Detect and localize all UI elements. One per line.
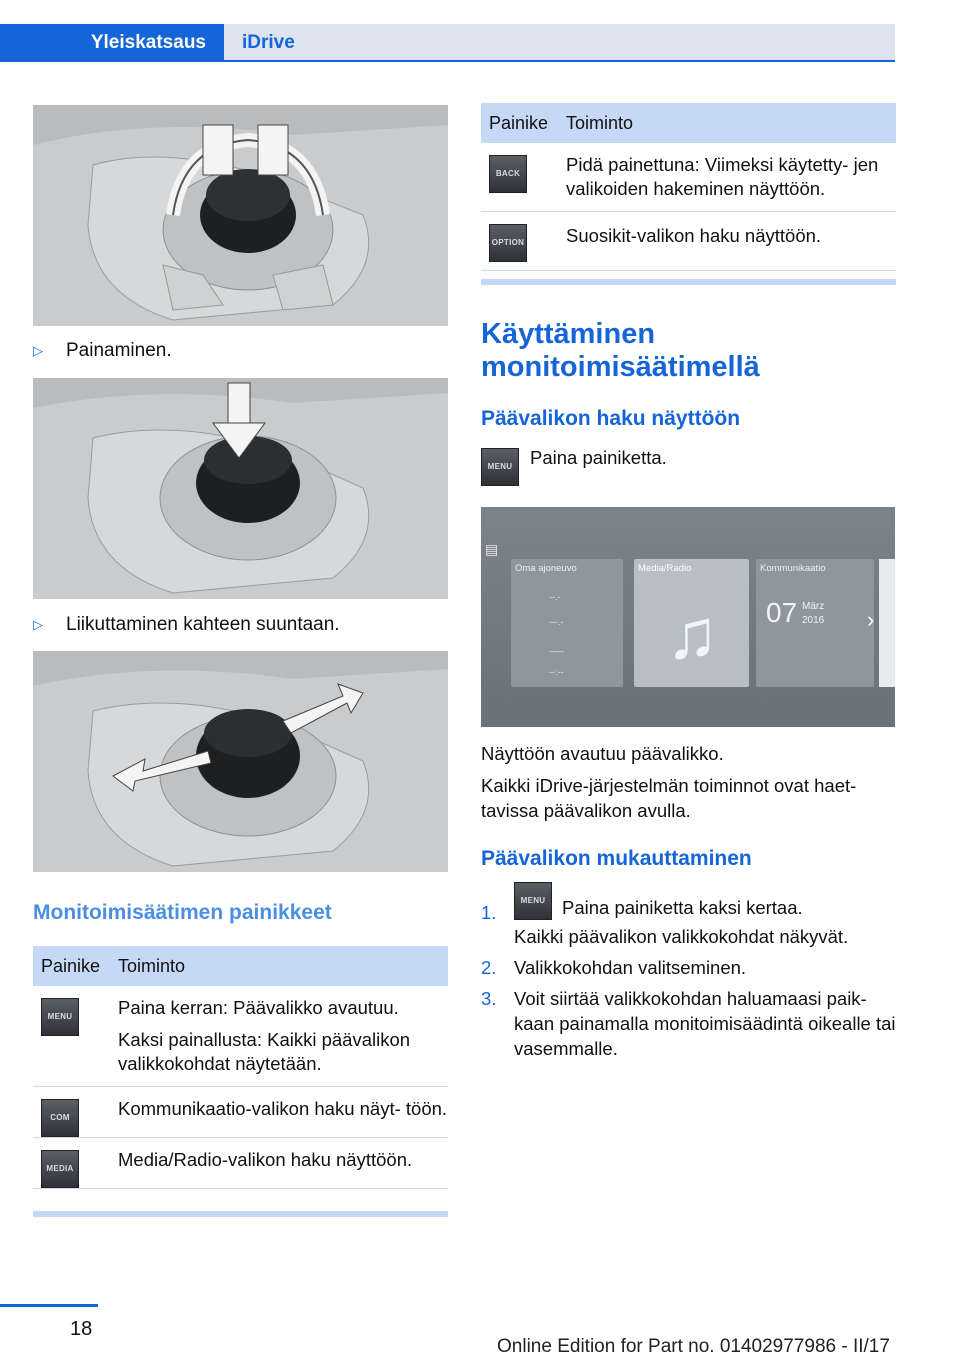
table-row xyxy=(481,212,896,271)
col-function-header: Toiminto xyxy=(566,112,634,133)
bullet-press xyxy=(33,340,172,362)
bullet-move xyxy=(33,614,340,636)
step-text: Voit siirtää valikkokohdan haluamaasi paik‐ kaan painamalla monitoimisäädintä oikealle tai vasemmalle. xyxy=(514,988,896,1059)
table-end-bar xyxy=(33,1211,448,1217)
para-functions: Kaikki iDrive-järjestelmän toiminnot ovat haet‐ tavissa päävalikon avulla. xyxy=(481,775,857,821)
tile-vehicle-label: Oma ajoneuvo xyxy=(515,563,577,574)
buttons-table-right xyxy=(481,103,896,285)
col-function-header: Toiminto xyxy=(118,955,186,976)
step-text: Valikkokohdan valitseminen. xyxy=(514,957,747,978)
table-row xyxy=(33,1087,448,1138)
tile-value: --.- xyxy=(549,592,561,602)
header-section-tab[interactable]: Yleiskatsaus xyxy=(0,24,224,62)
controller-press-image xyxy=(33,378,448,599)
edition-text: Online Edition for Part no. 01402977986 - II/17 xyxy=(497,1336,890,1357)
page-number: 18 xyxy=(70,1318,93,1340)
tile-communication[interactable] xyxy=(756,559,874,687)
controller-move-image xyxy=(33,651,448,872)
table-row xyxy=(481,143,896,212)
para-opens: Näyttöön avautuu päävalikko. xyxy=(481,743,724,764)
step-number: 3. xyxy=(481,988,497,1009)
table-row xyxy=(33,986,448,1087)
table-header xyxy=(481,103,896,143)
page-header xyxy=(0,0,960,62)
bullet-move-text: Liikuttaminen kahteen suuntaan. xyxy=(66,614,340,635)
col-button-header: Painike xyxy=(489,112,549,133)
table-header xyxy=(33,946,448,986)
header-divider xyxy=(224,60,895,62)
tile-media-label: Media/Radio xyxy=(638,563,692,574)
back-button-icon: BACK xyxy=(489,155,527,193)
date-month: März xyxy=(802,601,825,612)
menu-grid-icon: ▤ xyxy=(485,541,499,557)
mainmenu-heading: Päävalikon haku näyttöön xyxy=(481,407,741,430)
step-text: Paina painiketta kaksi kertaa. xyxy=(562,897,803,918)
row-text: Kommunikaatio-valikon haku näyt‐ töön. xyxy=(118,1098,448,1119)
table-row xyxy=(33,1138,448,1189)
step-number: 1. xyxy=(481,902,497,923)
col-button-header: Painike xyxy=(41,955,101,976)
customize-heading: Päävalikon mukauttaminen xyxy=(481,847,752,870)
date-day: 07 xyxy=(766,597,798,628)
chevron-right-icon[interactable]: › xyxy=(867,607,875,632)
tile-media[interactable] xyxy=(634,559,749,687)
tile-vehicle[interactable] xyxy=(511,559,623,687)
menu-button-icon: MENU xyxy=(481,448,519,486)
row-text: Kaksi painallusta: Kaikki päävalikon valikkokohdat näytetään. xyxy=(118,1029,411,1074)
controller-rotate-image xyxy=(33,105,448,326)
row-text: Paina kerran: Päävalikko avautuu. xyxy=(118,997,399,1018)
section-title: Käyttäminen monitoimisäätimellä xyxy=(481,318,760,383)
tile-value: --:-- xyxy=(549,667,564,677)
music-note-icon: ♫ xyxy=(665,595,719,673)
buttons-heading: Monitoimisäätimen painikkeet xyxy=(33,901,332,924)
list-item xyxy=(481,882,896,949)
tile-value: ---.- xyxy=(549,617,564,627)
list-item xyxy=(481,955,896,980)
row-text: Suosikit-valikon haku näyttöön. xyxy=(566,225,822,246)
list-item xyxy=(481,986,896,1061)
date-year: 2016 xyxy=(802,615,825,626)
press-button-text: Paina painiketta. xyxy=(530,447,667,468)
footer-divider xyxy=(0,1304,98,1307)
step-number: 2. xyxy=(481,957,497,978)
media-button-icon: MEDIA xyxy=(41,1150,79,1188)
row-text: Media/Radio-valikon haku näyttöön. xyxy=(118,1149,413,1170)
bullet-press-text: Painaminen. xyxy=(66,340,172,361)
tile-next-edge[interactable] xyxy=(879,559,895,687)
row-text: Pidä painettuna: Viimeksi käytetty‐ jen valikoiden hakeminen näyttöön. xyxy=(566,154,879,199)
option-button-icon: OPTION xyxy=(489,224,527,262)
tile-value: ___ xyxy=(549,642,565,652)
idrive-main-menu-screen xyxy=(481,507,895,727)
menu-button-icon: MENU xyxy=(41,998,79,1036)
bullet-triangle-icon: ▷ xyxy=(33,343,43,358)
table-end-bar xyxy=(481,279,896,285)
menu-button-icon: MENU xyxy=(514,882,552,920)
tile-communication-label: Kommunikaatio xyxy=(760,563,826,574)
com-button-icon: COM xyxy=(41,1099,79,1137)
step-subtext: Kaikki päävalikon valikkokohdat näkyvät. xyxy=(514,926,849,947)
steps-list xyxy=(481,882,896,1067)
bullet-triangle-icon: ▷ xyxy=(33,617,43,632)
header-chapter-tab[interactable]: iDrive xyxy=(224,24,895,62)
buttons-table-left xyxy=(33,946,448,1217)
